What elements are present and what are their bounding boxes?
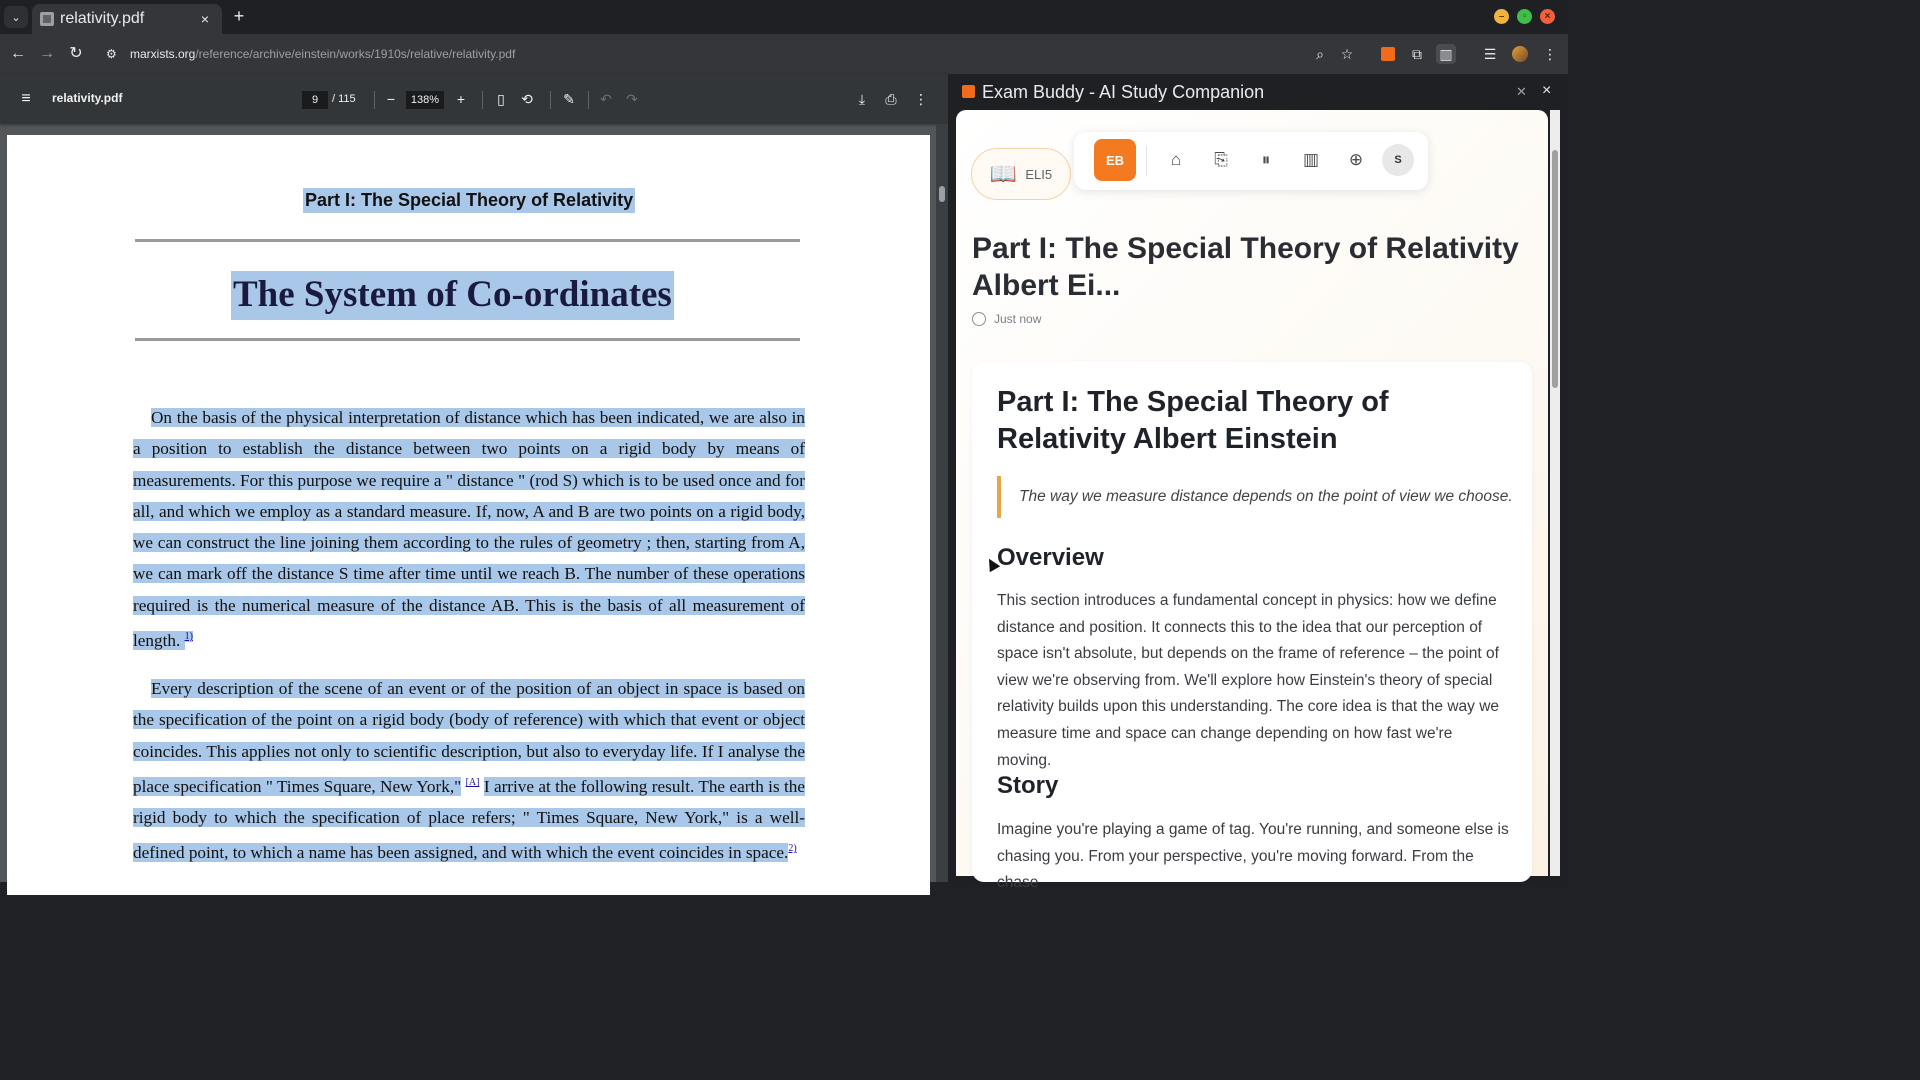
annotate-pen-icon[interactable]: ✎ — [563, 91, 575, 107]
new-tab-button[interactable]: + — [233, 6, 245, 26]
chevron-down-icon[interactable]: ⌄ — [4, 6, 28, 28]
address-bar[interactable] — [98, 40, 1364, 68]
exam-buddy-extension-icon[interactable] — [1378, 44, 1398, 64]
close-side-panel-icon[interactable]: × — [1542, 82, 1552, 99]
key-quote: The way we measure distance depends on the point of view we choose. — [997, 476, 1517, 518]
page-number-input[interactable] — [302, 91, 328, 109]
exam-buddy-content — [956, 110, 1548, 892]
pdf-scrollbar-thumb[interactable] — [939, 186, 945, 202]
browser-tab-strip — [0, 0, 1568, 34]
toolbar-divider — [374, 91, 375, 109]
page-total: / 115 — [332, 93, 356, 105]
zoom-out-icon[interactable]: − — [386, 91, 396, 107]
side-panel — [948, 74, 1568, 892]
chapter-heading: The System of Co-ordinates — [231, 271, 674, 320]
side-panel-scrollbar-thumb[interactable] — [1552, 150, 1558, 388]
unpin-icon[interactable]: ✕ — [1516, 84, 1527, 99]
paragraph-2-text: Every description of the scene of an event or of the position of an object in space is based on the specification of the point on a rigid body (body of reference) with which that event or object coincides. This applies not only to scientific description, but also to everyday life. If I analyse the place specification " Times Square, New York," — [133, 679, 805, 796]
home-icon[interactable]: ⌂ — [1170, 150, 1182, 169]
url-path: /reference/archive/einstein/works/1910s/relative/relativity.pdf — [195, 47, 516, 61]
analytics-icon[interactable]: ▥ — [1302, 150, 1320, 169]
pdf-page-icon — [40, 12, 54, 26]
pdf-page — [7, 135, 930, 895]
bookmark-star-icon[interactable]: ☆ — [1340, 46, 1354, 62]
toolbar-divider — [482, 91, 483, 109]
divider-rule — [135, 338, 800, 341]
reference-link[interactable]: [A] — [465, 776, 480, 788]
summary-title: Part I: The Special Theory of Relativity Albert Einstein — [997, 386, 1389, 455]
site-info-icon[interactable]: ⚙ — [106, 47, 117, 61]
story-heading: Story — [997, 772, 1059, 799]
download-icon[interactable]: ⤓ — [858, 91, 866, 107]
minimize-button[interactable]: – — [1494, 9, 1509, 24]
browser-menu-icon[interactable]: ⋮ — [1543, 46, 1557, 62]
paragraph-2 — [133, 673, 805, 868]
pause-icon[interactable]: ⏸ — [1261, 150, 1271, 169]
rotate-icon[interactable]: ⟲ — [521, 91, 533, 107]
extensions-puzzle-icon[interactable]: ⧉ — [1412, 46, 1422, 62]
part-heading: Part I: The Special Theory of Relativity — [303, 188, 635, 213]
clock-icon — [972, 312, 986, 326]
browser-toolbar — [0, 34, 1568, 74]
forward-arrow-icon[interactable]: → — [39, 45, 55, 62]
side-panel-icon[interactable]: ▥ — [1436, 44, 1456, 64]
maximize-button[interactable]: ▫ — [1517, 9, 1532, 24]
timestamp-row — [972, 312, 1041, 326]
user-avatar[interactable]: S — [1382, 144, 1414, 176]
reload-icon[interactable]: ↻ — [69, 45, 83, 62]
zoom-icon[interactable]: ⌕ — [1316, 46, 1324, 62]
pdf-scrollbar[interactable] — [936, 124, 948, 882]
print-icon[interactable]: ⎙ — [885, 91, 897, 107]
pdf-toolbar — [0, 74, 948, 124]
divider-rule — [135, 239, 800, 242]
url-host: marxists.org — [130, 47, 196, 61]
action-toolbar — [1074, 132, 1428, 190]
document-title: Part I: The Special Theory of Relativity Albert Ei... — [972, 232, 1519, 302]
fit-to-page-icon[interactable]: ▯ — [497, 91, 505, 107]
undo-icon[interactable]: ↶ — [600, 91, 612, 107]
toolbar-divider — [588, 91, 589, 109]
footnote-link[interactable]: 2) — [788, 843, 797, 855]
overview-heading: Overview — [997, 544, 1104, 571]
close-window-button[interactable]: × — [1540, 9, 1555, 24]
browser-tab[interactable] — [32, 4, 222, 34]
story-text: Imagine you're playing a game of tag. You're running, and someone else is chasing you. From your perspective, you're moving forward. From the chase — [997, 821, 1509, 892]
open-book-icon: 📖 — [989, 161, 1018, 186]
side-panel-title: Exam Buddy - AI Study Companion — [982, 82, 1265, 102]
profile-avatar-icon[interactable] — [1510, 44, 1530, 64]
tab-title: relativity.pdf — [60, 10, 145, 27]
pdf-sidebar-menu-icon[interactable]: ≡ — [21, 90, 31, 107]
redo-icon[interactable]: ↷ — [626, 91, 638, 107]
overview-text: This section introduces a fundamental concept in physics: how we define distance and position. It connects this to the idea that our perception of space isn't absolute, but depends on the frame of reference – the point of view we're observing from. We'll explore how Einstein's theory of special relativity builds upon this understanding. The core idea is that the way we measure time and space can change depending on how fast we're moving. — [997, 592, 1500, 769]
more-options-icon[interactable]: ⋮ — [914, 91, 928, 107]
paragraph-1-text: On the basis of the physical interpretation of distance which has been indicated, we are also in a position to establish the distance between two points on a rigid body by means of measurements. For this purpose we require a " distance " (rod S) which is to be used once and for all, and which we employ as a standard measure. If, now, A and B are two points on a rigid body, we can construct the line joining them according to the rules of geometry ; then, starting from A, we can mark off the distance S time after time until we reach B. The number of these operations required is the numerical measure of the distance AB. This is the basis of all measurement of length. — [133, 408, 805, 650]
paragraph-1 — [133, 402, 805, 656]
zoom-level-input[interactable]: 138% — [406, 91, 444, 109]
add-icon[interactable]: ⊕ — [1348, 150, 1364, 169]
eb-logo-button[interactable]: EB — [1094, 139, 1136, 181]
exam-buddy-logo-icon — [962, 85, 975, 98]
saved-notes-icon[interactable]: ⎘ — [1214, 150, 1228, 169]
paragraph-2-text-continued: I arrive at the following result. The earth is the rigid body to which the specification of place refers; " Times Square, New York," is a well-defined point, to which a name has been assigned, and with which the event coincides in space. — [133, 776, 806, 862]
timestamp: Just now — [994, 312, 1042, 326]
pdf-filename: relativity.pdf — [52, 91, 123, 105]
media-controls-icon[interactable]: ☰ — [1483, 46, 1497, 62]
back-arrow-icon[interactable]: ← — [10, 45, 26, 62]
pdf-viewer — [0, 74, 948, 882]
eli5-label: ELI5 — [1025, 166, 1053, 182]
close-tab-icon[interactable]: × — [200, 11, 210, 27]
toolbar-divider — [1146, 146, 1147, 176]
summary-card — [972, 362, 1532, 892]
eli5-button[interactable] — [971, 148, 1071, 200]
toolbar-divider — [550, 91, 551, 109]
zoom-in-icon[interactable]: + — [456, 91, 466, 107]
footnote-link[interactable]: 1) — [184, 631, 193, 643]
